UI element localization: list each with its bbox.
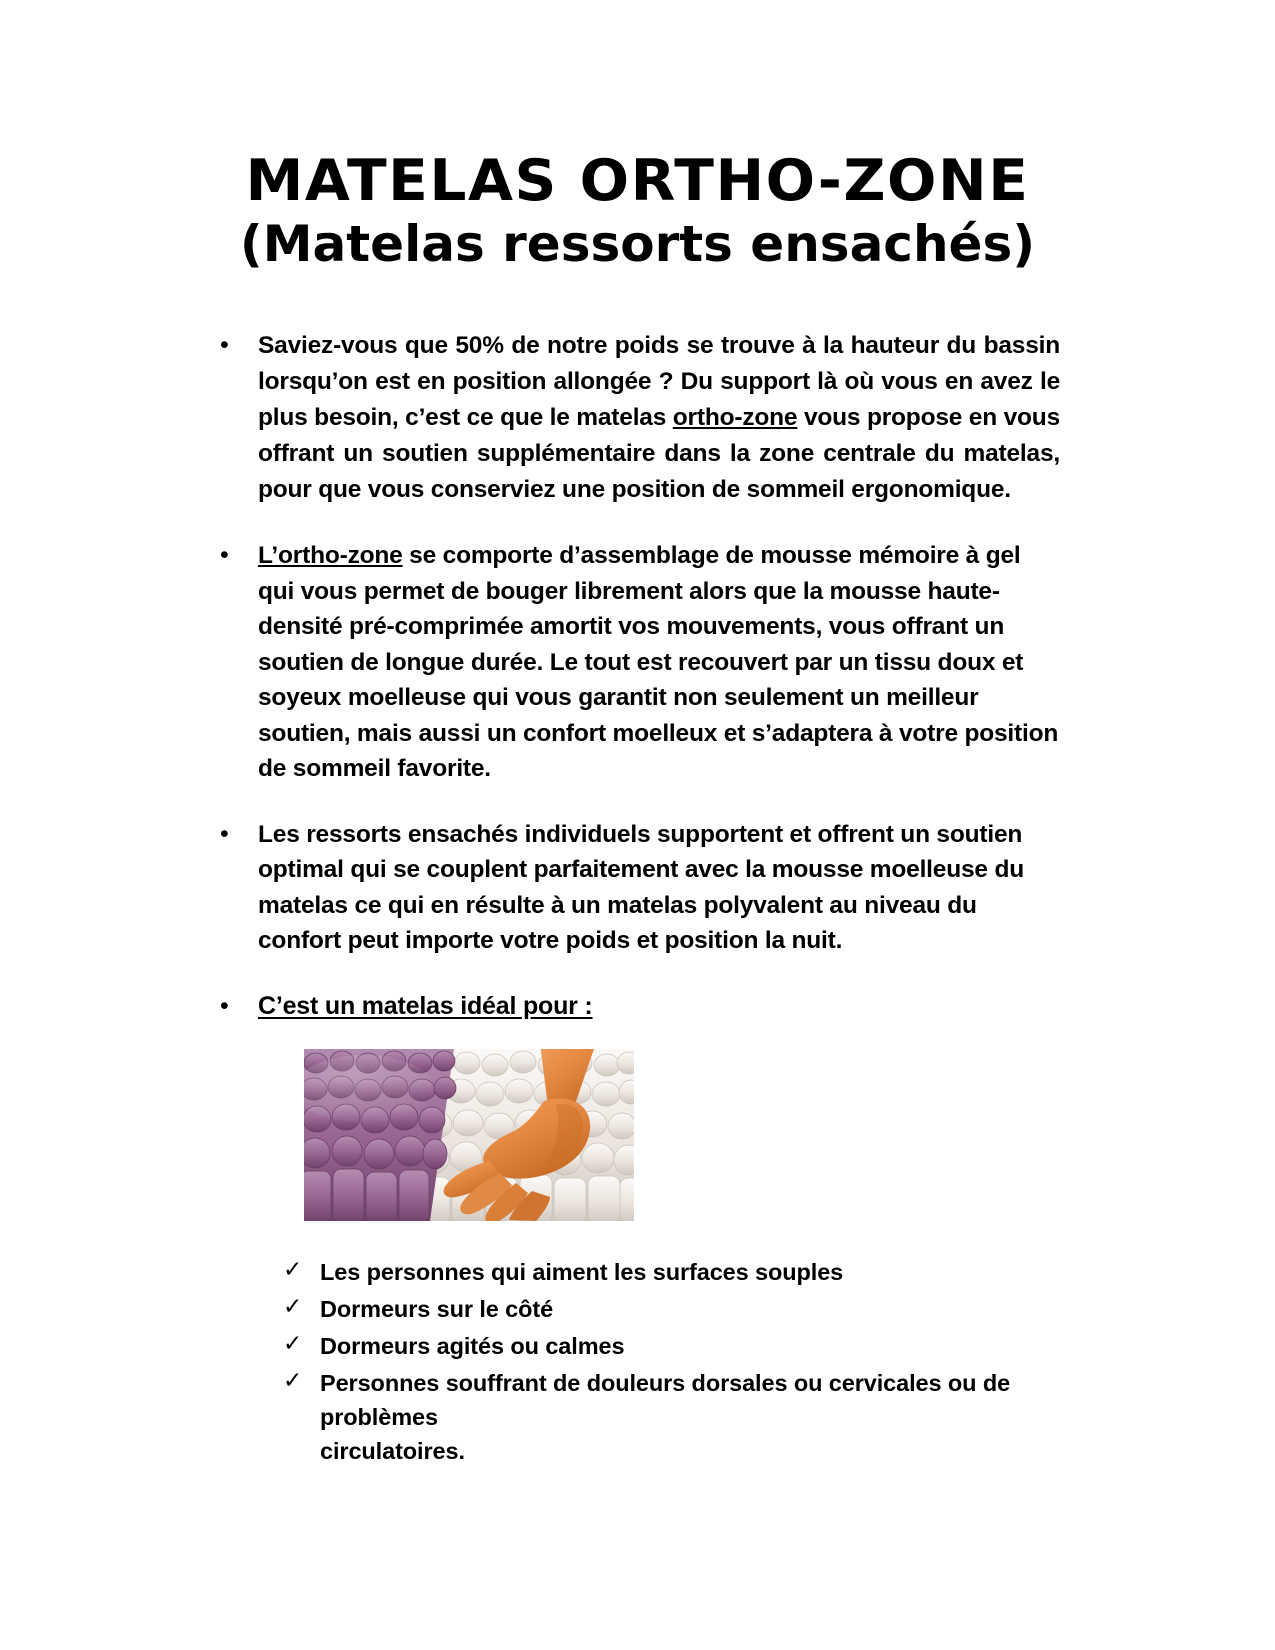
bullet-item-2 (212, 538, 1060, 787)
bullet-paragraph-3: Les ressorts ensachés individuels supportent et offrent un soutien optimal qui se couplent parfaitement avec la mousse moelleuse du matelas ce qui en résulte à un matelas polyvalent au niveau du confort peut importe votre poids et position la nuit. (258, 820, 1024, 955)
check-icon: ✓ (283, 1293, 303, 1320)
checklist-item (270, 1292, 1060, 1326)
page-subtitle: (Matelas ressorts ensachés) (239, 215, 1036, 274)
bullet-paragraph-1 (258, 328, 1060, 508)
check-icon: ✓ (283, 1330, 303, 1357)
checklist-item-label (320, 1366, 1060, 1468)
bullet-dot-icon: • (220, 331, 229, 360)
checklist-item-label: Dormeurs sur le côté (320, 1295, 554, 1322)
bullet-item-3 (212, 817, 1060, 959)
bullet-dot-icon: • (220, 541, 229, 570)
bullet-paragraph-2 (258, 538, 1060, 787)
ideal-for-heading-wrap (258, 989, 1060, 1025)
ideal-for-checklist (258, 1255, 1060, 1468)
bullet-1-emphasis: ortho-zone (672, 404, 798, 432)
title-block (0, 0, 1275, 272)
checklist-item (270, 1329, 1060, 1363)
bullet-dot-icon: • (220, 991, 229, 1020)
check-icon: ✓ (283, 1256, 303, 1283)
bullet-item-1 (212, 328, 1060, 508)
bullet-2-emphasis: L’ortho-zone (258, 542, 403, 570)
bullet-dot-icon: • (220, 819, 229, 848)
checklist-item-label: Dormeurs agités ou calmes (320, 1332, 625, 1359)
document-body (0, 328, 1275, 1468)
ideal-for-heading: C’est un matelas idéal pour : (258, 991, 593, 1020)
pocket-springs-illustration (304, 1049, 634, 1221)
page-title: MATELAS ORTHO-ZONE (245, 148, 1030, 214)
bullet-2-text-after: se comporte d’assemblage de mousse mémoire à gel qui vous permet de bouger librement alors que la mousse haute-densité pré-comprimée amortit vos mouvements, vous offrant un soutien de longue durée. Le tout est recouvert par un tissu doux et soyeux moelleuse qui vous garantit non seulement un meilleur soutien, mais aussi un confort moelleux et s’adaptera à votre position de sommeil favorite. (258, 542, 1059, 783)
pocket-springs-image (304, 1049, 634, 1221)
bullet-1-text-before: Saviez-vous que 50% de notre poids se trouve à la hauteur du bassin lorsqu’on est en position allongée ? Du support là où vous en avez le plus besoin, c’est ce que le matelas (258, 332, 1060, 432)
bullet-item-4 (212, 989, 1060, 1468)
check-icon: ✓ (283, 1367, 303, 1394)
checklist-item (270, 1366, 1060, 1468)
checklist-item (270, 1255, 1060, 1289)
bullet-1-text-after: vous propose en vous offrant un soutien supplémentaire dans la zone centrale du matelas, pour que vous conserviez une position de sommeil ergonomique. (258, 404, 1060, 504)
checklist-item-label: Les personnes qui aiment les surfaces souples (320, 1258, 844, 1285)
checklist-item-line-2: circulatoires. (320, 1437, 465, 1464)
checklist-item-line-1: Personnes souffrant de douleurs dorsales ou cervicales ou de problèmes (320, 1369, 1011, 1430)
